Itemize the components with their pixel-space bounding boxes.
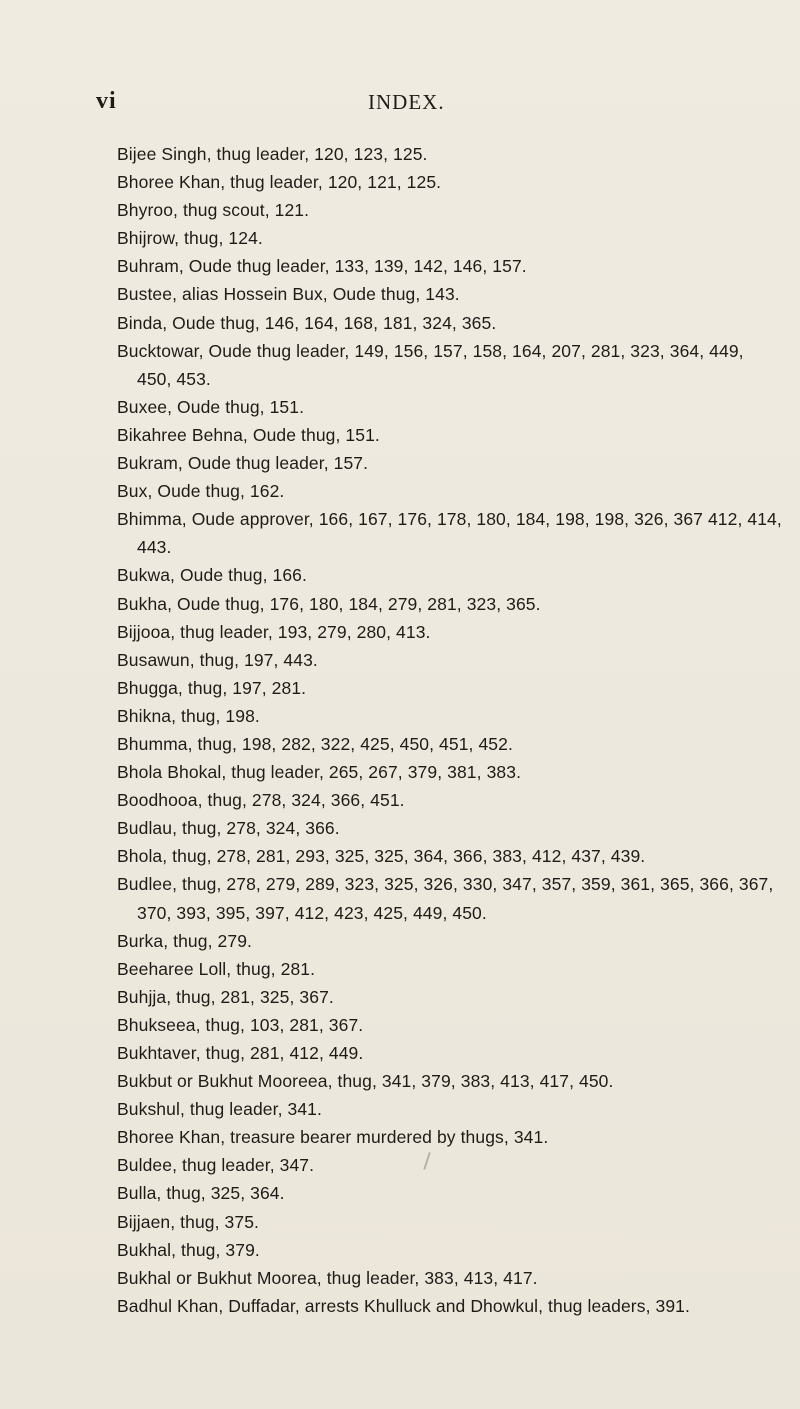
index-entry: Budlau, thug, 278, 324, 366. — [117, 818, 340, 839]
index-entry: Bhoree Khan, treasure bearer murdered by thugs, 341. — [117, 1127, 549, 1148]
index-entry: Buldee, thug leader, 347. — [117, 1155, 315, 1176]
index-entry: Bukram, Oude thug leader, 157. — [117, 453, 369, 474]
index-entry: Buhjja, thug, 281, 325, 367. — [117, 986, 334, 1007]
index-entry: Binda, Oude thug, 146, 164, 168, 181, 324, 365. — [117, 312, 497, 333]
index-entry: Busawun, thug, 197, 443. — [117, 649, 318, 670]
running-head: INDEX. — [368, 90, 445, 114]
index-entry: Bukha, Oude thug, 176, 180, 184, 279, 281, 323, 365. — [117, 593, 541, 614]
index-entry: Bijjaen, thug, 375. — [117, 1211, 260, 1232]
index-entry: Bikahree Behna, Oude thug, 151. — [117, 424, 380, 445]
index-entry: Bhumma, thug, 198, 282, 322, 425, 450, 451, 452. — [117, 733, 513, 754]
index-entry-list — [117, 140, 782, 1320]
index-entry: Bukhal, thug, 379. — [117, 1239, 260, 1260]
index-entry: Boodhooa, thug, 278, 324, 366, 451. — [117, 790, 405, 811]
index-entry: Bukbut or Bukhut Mooreea, thug, 341, 379, 383, 413, 417, 450. — [117, 1071, 614, 1092]
index-entry: Bijjooa, thug leader, 193, 279, 280, 413. — [117, 621, 431, 642]
page-number: vi — [96, 88, 117, 114]
index-entry: Bhugga, thug, 197, 281. — [117, 677, 307, 698]
index-entry: Bhoree Khan, thug leader, 120, 121, 125. — [117, 172, 442, 193]
index-entry: Bukshul, thug leader, 341. — [117, 1099, 322, 1120]
index-entry: Bhukseea, thug, 103, 281, 367. — [117, 1014, 364, 1035]
index-entry: Bhikna, thug, 198. — [117, 705, 260, 726]
index-entry: Bux, Oude thug, 162. — [117, 481, 285, 502]
index-entry: Beeharee Loll, thug, 281. — [117, 958, 316, 979]
index-entry: Bhola Bhokal, thug leader, 265, 267, 379, 381, 383. — [117, 762, 522, 783]
index-entry: Bustee, alias Hossein Bux, Oude thug, 143. — [117, 284, 460, 305]
index-entry: Bhola, thug, 278, 281, 293, 325, 325, 364, 366, 383, 412, 437, 439. — [117, 846, 646, 867]
index-entry: Bukwa, Oude thug, 166. — [117, 565, 307, 586]
index-entry: Bhyroo, thug scout, 121. — [117, 200, 310, 221]
index-entry: Bhijrow, thug, 124. — [117, 228, 263, 249]
index-entry: Buhram, Oude thug leader, 133, 139, 142, 146, 157. — [117, 256, 527, 277]
index-entry: Bukhal or Bukhut Moorea, thug leader, 383, 413, 417. — [117, 1267, 538, 1288]
index-entry: Bhimma, Oude approver, 166, 167, 176, 178, 180, 184, 198, 198, 326, 367 412, 414, 443. — [117, 509, 782, 558]
index-entry: Bukhtaver, thug, 281, 412, 449. — [117, 1043, 364, 1063]
index-entry: Budlee, thug, 278, 279, 289, 323, 325, 326, 330, 347, 357, 359, 361, 365, 366, 367, 370, 393, 395, 397, 412, 423, 425, 449, 450. — [117, 874, 774, 923]
page-header — [0, 88, 800, 118]
index-entry: Badhul Khan, Duffadar, arrests Khulluck and Dhowkul, thug leaders, 391. — [117, 1295, 690, 1316]
index-entry: Bijee Singh, thug leader, 120, 123, 125. — [117, 144, 428, 164]
index-entry: Buxee, Oude thug, 151. — [117, 396, 305, 417]
index-entry: Bulla, thug, 325, 364. — [117, 1183, 285, 1204]
index-entry: Burka, thug, 279. — [117, 930, 252, 951]
index-entry: Bucktowar, Oude thug leader, 149, 156, 157, 158, 164, 207, 281, 323, 364, 449, 450, 453. — [117, 340, 744, 389]
